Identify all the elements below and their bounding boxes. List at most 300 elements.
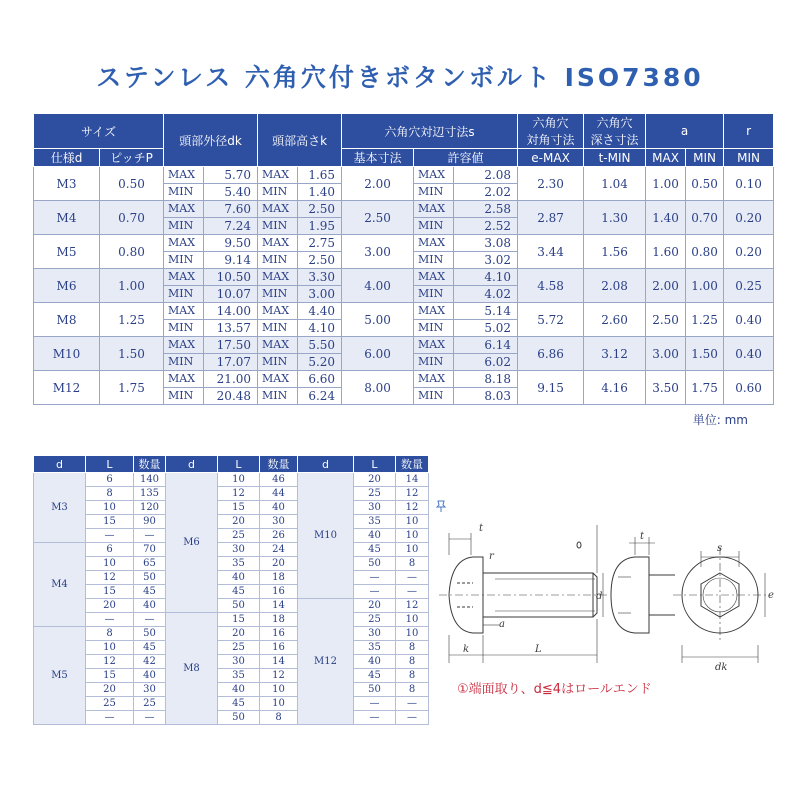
cell-s-max: 6.14 bbox=[454, 337, 518, 354]
length-row bbox=[34, 501, 429, 515]
cell-min-label: MIN bbox=[258, 218, 298, 235]
cell-size: M5 bbox=[34, 235, 100, 269]
cell-quantity: 14 bbox=[260, 655, 298, 669]
header-a-min: MIN bbox=[686, 149, 724, 167]
cell-length: 10 bbox=[218, 473, 260, 487]
cell-length: 30 bbox=[218, 655, 260, 669]
cell-length: — bbox=[354, 585, 396, 599]
cell-max-label: MAX bbox=[258, 371, 298, 388]
cell-min-label: MIN bbox=[414, 388, 454, 405]
cell-d: M4 bbox=[34, 543, 86, 627]
cell-s-max: 8.18 bbox=[454, 371, 518, 388]
cell-min-label: MIN bbox=[414, 252, 454, 269]
cell-length: 35 bbox=[218, 669, 260, 683]
cell-a-max: 2.00 bbox=[646, 269, 686, 303]
cell-dk-min: 17.07 bbox=[204, 354, 258, 371]
cell-quantity: — bbox=[134, 711, 166, 725]
cell-length: 8 bbox=[86, 627, 134, 641]
cell-e-max: 3.44 bbox=[518, 235, 584, 269]
cell-s-max: 4.10 bbox=[454, 269, 518, 286]
cell-length: 50 bbox=[218, 599, 260, 613]
cell-s-min: 8.03 bbox=[454, 388, 518, 405]
length-row bbox=[34, 515, 429, 529]
len-header-d: d bbox=[298, 456, 354, 473]
cell-s-min: 5.02 bbox=[454, 320, 518, 337]
cell-length: 25 bbox=[218, 529, 260, 543]
cell-a-min: 1.00 bbox=[686, 269, 724, 303]
cell-d: M8 bbox=[166, 613, 218, 725]
cell-k-max: 1.65 bbox=[298, 167, 342, 184]
cell-t-min: 1.04 bbox=[584, 167, 646, 201]
cell-min-label: MIN bbox=[414, 218, 454, 235]
cell-quantity: 30 bbox=[134, 683, 166, 697]
cell-length: 10 bbox=[86, 501, 134, 515]
cell-dk-min: 10.07 bbox=[204, 286, 258, 303]
cell-a-max: 1.40 bbox=[646, 201, 686, 235]
length-row bbox=[34, 487, 429, 501]
cell-length: 20 bbox=[86, 683, 134, 697]
bolt-diagram bbox=[435, 495, 790, 675]
cell-quantity: 10 bbox=[260, 697, 298, 711]
cell-quantity: 12 bbox=[396, 487, 429, 501]
spec-row bbox=[34, 269, 774, 286]
cell-min-label: MIN bbox=[164, 286, 204, 303]
header-r: r bbox=[724, 114, 774, 149]
cell-quantity: 65 bbox=[134, 557, 166, 571]
cell-dk-max: 17.50 bbox=[204, 337, 258, 354]
cell-size: M8 bbox=[34, 303, 100, 337]
length-row bbox=[34, 683, 429, 697]
cell-min-label: MIN bbox=[258, 184, 298, 201]
header-hex-s: 六角穴対辺寸法s bbox=[342, 114, 518, 149]
label-L: L bbox=[535, 644, 542, 655]
length-row bbox=[34, 627, 429, 641]
cell-length: 20 bbox=[218, 627, 260, 641]
cell-dk-max: 7.60 bbox=[204, 201, 258, 218]
cell-length: 12 bbox=[218, 487, 260, 501]
cell-length: 6 bbox=[86, 543, 134, 557]
cell-k-max: 3.30 bbox=[298, 269, 342, 286]
cell-max-label: MAX bbox=[258, 235, 298, 252]
cell-e-max: 9.15 bbox=[518, 371, 584, 405]
cell-quantity: 8 bbox=[396, 557, 429, 571]
length-table bbox=[33, 455, 429, 725]
cell-quantity: 8 bbox=[396, 683, 429, 697]
cell-s-basic: 4.00 bbox=[342, 269, 414, 303]
cell-length: 45 bbox=[218, 697, 260, 711]
cell-length: 45 bbox=[354, 543, 396, 557]
length-row bbox=[34, 557, 429, 571]
cell-s-min: 6.02 bbox=[454, 354, 518, 371]
cell-quantity: 24 bbox=[260, 543, 298, 557]
cell-quantity: — bbox=[396, 571, 429, 585]
cell-length: — bbox=[86, 711, 134, 725]
cell-length: 35 bbox=[354, 641, 396, 655]
cell-r-min: 0.40 bbox=[724, 337, 774, 371]
cell-length: — bbox=[354, 711, 396, 725]
cell-quantity: 12 bbox=[396, 599, 429, 613]
cell-quantity: 120 bbox=[134, 501, 166, 515]
cell-quantity: 18 bbox=[260, 613, 298, 627]
cell-quantity: 10 bbox=[396, 515, 429, 529]
cell-quantity: 45 bbox=[134, 641, 166, 655]
cell-d: M12 bbox=[298, 599, 354, 725]
cell-pitch: 1.00 bbox=[100, 269, 164, 303]
cell-min-label: MIN bbox=[258, 388, 298, 405]
cell-s-basic: 3.00 bbox=[342, 235, 414, 269]
cell-s-min: 3.02 bbox=[454, 252, 518, 269]
length-row bbox=[34, 641, 429, 655]
cell-length: 10 bbox=[86, 557, 134, 571]
cell-quantity: 10 bbox=[396, 627, 429, 641]
cell-s-min: 2.02 bbox=[454, 184, 518, 201]
cell-s-max: 2.08 bbox=[454, 167, 518, 184]
header-basic: 基本寸法 bbox=[342, 149, 414, 167]
cell-quantity: 16 bbox=[260, 641, 298, 655]
spec-row bbox=[34, 303, 774, 320]
cell-s-max: 2.58 bbox=[454, 201, 518, 218]
cell-max-label: MAX bbox=[164, 167, 204, 184]
cell-quantity: 8 bbox=[396, 641, 429, 655]
cell-min-label: MIN bbox=[258, 320, 298, 337]
cell-quantity: 50 bbox=[134, 571, 166, 585]
cell-max-label: MAX bbox=[258, 167, 298, 184]
cell-quantity: — bbox=[396, 585, 429, 599]
cell-length: 25 bbox=[86, 697, 134, 711]
header-a: a bbox=[646, 114, 724, 149]
length-row bbox=[34, 613, 429, 627]
cell-quantity: 16 bbox=[260, 627, 298, 641]
label-dk: dk bbox=[715, 662, 728, 673]
cell-r-min: 0.25 bbox=[724, 269, 774, 303]
cell-min-label: MIN bbox=[258, 286, 298, 303]
cell-length: 15 bbox=[86, 585, 134, 599]
cell-r-min: 0.40 bbox=[724, 303, 774, 337]
cell-dk-max: 9.50 bbox=[204, 235, 258, 252]
cell-length: 10 bbox=[86, 641, 134, 655]
cell-t-min: 4.16 bbox=[584, 371, 646, 405]
cell-s-max: 3.08 bbox=[454, 235, 518, 252]
length-row bbox=[34, 473, 429, 487]
cell-quantity: 8 bbox=[396, 669, 429, 683]
cell-length: 12 bbox=[86, 571, 134, 585]
cell-r-min: 0.60 bbox=[724, 371, 774, 405]
cell-min-label: MIN bbox=[164, 354, 204, 371]
cell-length: 30 bbox=[354, 627, 396, 641]
cell-min-label: MIN bbox=[164, 218, 204, 235]
cell-r-min: 0.20 bbox=[724, 201, 774, 235]
cell-e-max: 6.86 bbox=[518, 337, 584, 371]
label-t: t bbox=[479, 523, 484, 534]
cell-a-min: 1.50 bbox=[686, 337, 724, 371]
cell-t-min: 1.56 bbox=[584, 235, 646, 269]
note-text: ①端面取り、d≦4はロールエンド bbox=[457, 682, 652, 697]
cell-quantity: 135 bbox=[134, 487, 166, 501]
cell-s-min: 2.52 bbox=[454, 218, 518, 235]
cell-max-label: MAX bbox=[164, 337, 204, 354]
cell-dk-min: 13.57 bbox=[204, 320, 258, 337]
cell-s-basic: 8.00 bbox=[342, 371, 414, 405]
header-tol: 許容値 bbox=[414, 149, 518, 167]
cell-length: 15 bbox=[86, 669, 134, 683]
cell-a-min: 0.80 bbox=[686, 235, 724, 269]
cell-quantity: 10 bbox=[396, 543, 429, 557]
cell-dk-max: 21.00 bbox=[204, 371, 258, 388]
cell-a-min: 1.25 bbox=[686, 303, 724, 337]
cell-length: 25 bbox=[354, 487, 396, 501]
cell-max-label: MAX bbox=[414, 201, 454, 218]
cell-quantity: 46 bbox=[260, 473, 298, 487]
cell-size: M10 bbox=[34, 337, 100, 371]
label-k: k bbox=[463, 644, 470, 655]
cell-k-min: 6.24 bbox=[298, 388, 342, 405]
cell-max-label: MAX bbox=[258, 201, 298, 218]
cell-k-max: 6.60 bbox=[298, 371, 342, 388]
cell-e-max: 4.58 bbox=[518, 269, 584, 303]
cell-max-label: MAX bbox=[414, 235, 454, 252]
header-spec-d: 仕様d bbox=[34, 149, 100, 167]
length-row bbox=[34, 543, 429, 557]
cell-quantity: 12 bbox=[396, 501, 429, 515]
cell-max-label: MAX bbox=[414, 303, 454, 320]
label-t2: t bbox=[640, 531, 645, 542]
page-title: ステンレス 六角穴付きボタンボルト ISO7380 bbox=[96, 63, 704, 92]
cell-length: 20 bbox=[354, 473, 396, 487]
cell-min-label: MIN bbox=[414, 320, 454, 337]
cell-a-min: 1.75 bbox=[686, 371, 724, 405]
len-header-d: d bbox=[166, 456, 218, 473]
label-d: d bbox=[596, 591, 603, 602]
cell-quantity: 25 bbox=[134, 697, 166, 711]
cell-quantity: 18 bbox=[260, 571, 298, 585]
unit-label: 単位: mm bbox=[692, 413, 748, 427]
cell-min-label: MIN bbox=[164, 252, 204, 269]
cell-min-label: MIN bbox=[164, 320, 204, 337]
cell-dk-min: 5.40 bbox=[204, 184, 258, 201]
cell-quantity: 8 bbox=[260, 711, 298, 725]
cell-dk-min: 20.48 bbox=[204, 388, 258, 405]
cell-length: 50 bbox=[218, 711, 260, 725]
cell-length: 12 bbox=[86, 655, 134, 669]
cell-quantity: 16 bbox=[260, 585, 298, 599]
cell-size: M3 bbox=[34, 167, 100, 201]
cell-quantity: 40 bbox=[134, 599, 166, 613]
cell-length: 30 bbox=[354, 501, 396, 515]
cell-dk-max: 5.70 bbox=[204, 167, 258, 184]
cell-size: M4 bbox=[34, 201, 100, 235]
cell-length: 25 bbox=[218, 641, 260, 655]
cell-length: 40 bbox=[354, 655, 396, 669]
cell-max-label: MAX bbox=[414, 269, 454, 286]
cell-max-label: MAX bbox=[164, 235, 204, 252]
cell-min-label: MIN bbox=[414, 354, 454, 371]
cell-quantity: 26 bbox=[260, 529, 298, 543]
cell-quantity: 14 bbox=[396, 473, 429, 487]
header-hex-e: 六角穴 対角寸法 bbox=[518, 114, 584, 149]
cell-k-min: 1.95 bbox=[298, 218, 342, 235]
cell-length: 45 bbox=[218, 585, 260, 599]
spec-row bbox=[34, 201, 774, 218]
cell-r-min: 0.10 bbox=[724, 167, 774, 201]
cell-s-basic: 2.00 bbox=[342, 167, 414, 201]
cell-quantity: 42 bbox=[134, 655, 166, 669]
label-e: e bbox=[768, 590, 774, 601]
length-row bbox=[34, 655, 429, 669]
cell-min-label: MIN bbox=[414, 286, 454, 303]
cell-d: M3 bbox=[34, 473, 86, 543]
length-row bbox=[34, 571, 429, 585]
cell-d: M10 bbox=[298, 473, 354, 599]
cell-quantity: — bbox=[396, 697, 429, 711]
cell-s-basic: 2.50 bbox=[342, 201, 414, 235]
cell-pitch: 1.50 bbox=[100, 337, 164, 371]
cell-max-label: MAX bbox=[164, 201, 204, 218]
cell-quantity: 10 bbox=[396, 613, 429, 627]
cell-max-label: MAX bbox=[164, 303, 204, 320]
cell-r-min: 0.20 bbox=[724, 235, 774, 269]
cell-length: 20 bbox=[218, 515, 260, 529]
cell-length: 30 bbox=[218, 543, 260, 557]
cell-a-min: 0.70 bbox=[686, 201, 724, 235]
label-r: r bbox=[489, 551, 494, 562]
cell-t-min: 3.12 bbox=[584, 337, 646, 371]
cell-a-max: 2.50 bbox=[646, 303, 686, 337]
cell-size: M6 bbox=[34, 269, 100, 303]
cell-k-min: 3.00 bbox=[298, 286, 342, 303]
cell-length: 50 bbox=[354, 683, 396, 697]
length-row bbox=[34, 711, 429, 725]
cell-k-max: 2.75 bbox=[298, 235, 342, 252]
cell-k-min: 2.50 bbox=[298, 252, 342, 269]
cell-quantity: 10 bbox=[260, 683, 298, 697]
label-a: a bbox=[499, 619, 505, 630]
cell-max-label: MAX bbox=[414, 337, 454, 354]
cell-min-label: MIN bbox=[164, 184, 204, 201]
cell-quantity: 44 bbox=[260, 487, 298, 501]
cell-quantity: 70 bbox=[134, 543, 166, 557]
cell-size: M12 bbox=[34, 371, 100, 405]
cell-length: 20 bbox=[354, 599, 396, 613]
cell-k-max: 2.50 bbox=[298, 201, 342, 218]
cell-quantity: 8 bbox=[396, 655, 429, 669]
cell-quantity: 10 bbox=[396, 529, 429, 543]
cell-k-min: 4.10 bbox=[298, 320, 342, 337]
cell-quantity: — bbox=[134, 529, 166, 543]
cell-quantity: 90 bbox=[134, 515, 166, 529]
cell-length: — bbox=[354, 571, 396, 585]
spec-table bbox=[33, 113, 774, 405]
cell-s-min: 4.02 bbox=[454, 286, 518, 303]
spec-row bbox=[34, 235, 774, 252]
len-header-L: L bbox=[218, 456, 260, 473]
length-row bbox=[34, 669, 429, 683]
cell-length: 40 bbox=[354, 529, 396, 543]
cell-quantity: 20 bbox=[260, 557, 298, 571]
header-head-dia: 頭部外径dk bbox=[164, 114, 258, 167]
cell-quantity: 12 bbox=[260, 669, 298, 683]
header-head-height: 頭部高さk bbox=[258, 114, 342, 167]
header-pitch: ピッチP bbox=[100, 149, 164, 167]
cell-a-max: 3.00 bbox=[646, 337, 686, 371]
length-row bbox=[34, 529, 429, 543]
cell-quantity: 40 bbox=[134, 669, 166, 683]
spec-row bbox=[34, 167, 774, 184]
cell-length: 15 bbox=[218, 501, 260, 515]
spec-row bbox=[34, 371, 774, 388]
cell-t-min: 2.08 bbox=[584, 269, 646, 303]
cell-length: 8 bbox=[86, 487, 134, 501]
spec-row bbox=[34, 337, 774, 354]
cell-a-min: 0.50 bbox=[686, 167, 724, 201]
cell-length: 15 bbox=[218, 613, 260, 627]
cell-dk-min: 7.24 bbox=[204, 218, 258, 235]
cell-min-label: MIN bbox=[258, 354, 298, 371]
cell-d: M6 bbox=[166, 473, 218, 613]
cell-s-max: 5.14 bbox=[454, 303, 518, 320]
cell-quantity: — bbox=[134, 613, 166, 627]
length-row bbox=[34, 585, 429, 599]
len-header-qty: 数量 bbox=[134, 456, 166, 473]
header-t-min: t-MIN bbox=[584, 149, 646, 167]
cell-length: 35 bbox=[354, 515, 396, 529]
cell-s-basic: 6.00 bbox=[342, 337, 414, 371]
cell-k-max: 4.40 bbox=[298, 303, 342, 320]
len-header-L: L bbox=[354, 456, 396, 473]
cell-quantity: 50 bbox=[134, 627, 166, 641]
cell-length: 35 bbox=[218, 557, 260, 571]
cell-min-label: MIN bbox=[258, 252, 298, 269]
header-a-max: MAX bbox=[646, 149, 686, 167]
cell-min-label: MIN bbox=[164, 388, 204, 405]
len-header-qty: 数量 bbox=[260, 456, 298, 473]
cell-quantity: 45 bbox=[134, 585, 166, 599]
cell-t-min: 2.60 bbox=[584, 303, 646, 337]
cell-min-label: MIN bbox=[414, 184, 454, 201]
cell-max-label: MAX bbox=[164, 269, 204, 286]
cell-length: — bbox=[86, 529, 134, 543]
cell-quantity: 30 bbox=[260, 515, 298, 529]
cell-length: — bbox=[354, 697, 396, 711]
cell-length: — bbox=[86, 613, 134, 627]
cell-k-min: 5.20 bbox=[298, 354, 342, 371]
cell-pitch: 1.75 bbox=[100, 371, 164, 405]
cell-quantity: 14 bbox=[260, 599, 298, 613]
header-size: サイズ bbox=[34, 114, 164, 149]
cell-a-max: 3.50 bbox=[646, 371, 686, 405]
cell-dk-max: 10.50 bbox=[204, 269, 258, 286]
cell-max-label: MAX bbox=[258, 337, 298, 354]
length-row bbox=[34, 599, 429, 613]
cell-d: M5 bbox=[34, 627, 86, 725]
header-e-max: e-MAX bbox=[518, 149, 584, 167]
cell-t-min: 1.30 bbox=[584, 201, 646, 235]
cell-e-max: 5.72 bbox=[518, 303, 584, 337]
cell-k-min: 1.40 bbox=[298, 184, 342, 201]
len-header-L: L bbox=[86, 456, 134, 473]
len-header-qty: 数量 bbox=[396, 456, 429, 473]
len-header-d: d bbox=[34, 456, 86, 473]
cell-quantity: 140 bbox=[134, 473, 166, 487]
cell-length: 40 bbox=[218, 683, 260, 697]
cell-length: 6 bbox=[86, 473, 134, 487]
cell-k-max: 5.50 bbox=[298, 337, 342, 354]
cell-pitch: 0.50 bbox=[100, 167, 164, 201]
cell-quantity: — bbox=[396, 711, 429, 725]
cell-max-label: MAX bbox=[414, 167, 454, 184]
label-s: s bbox=[717, 543, 723, 554]
cell-a-max: 1.60 bbox=[646, 235, 686, 269]
cell-length: 40 bbox=[218, 571, 260, 585]
